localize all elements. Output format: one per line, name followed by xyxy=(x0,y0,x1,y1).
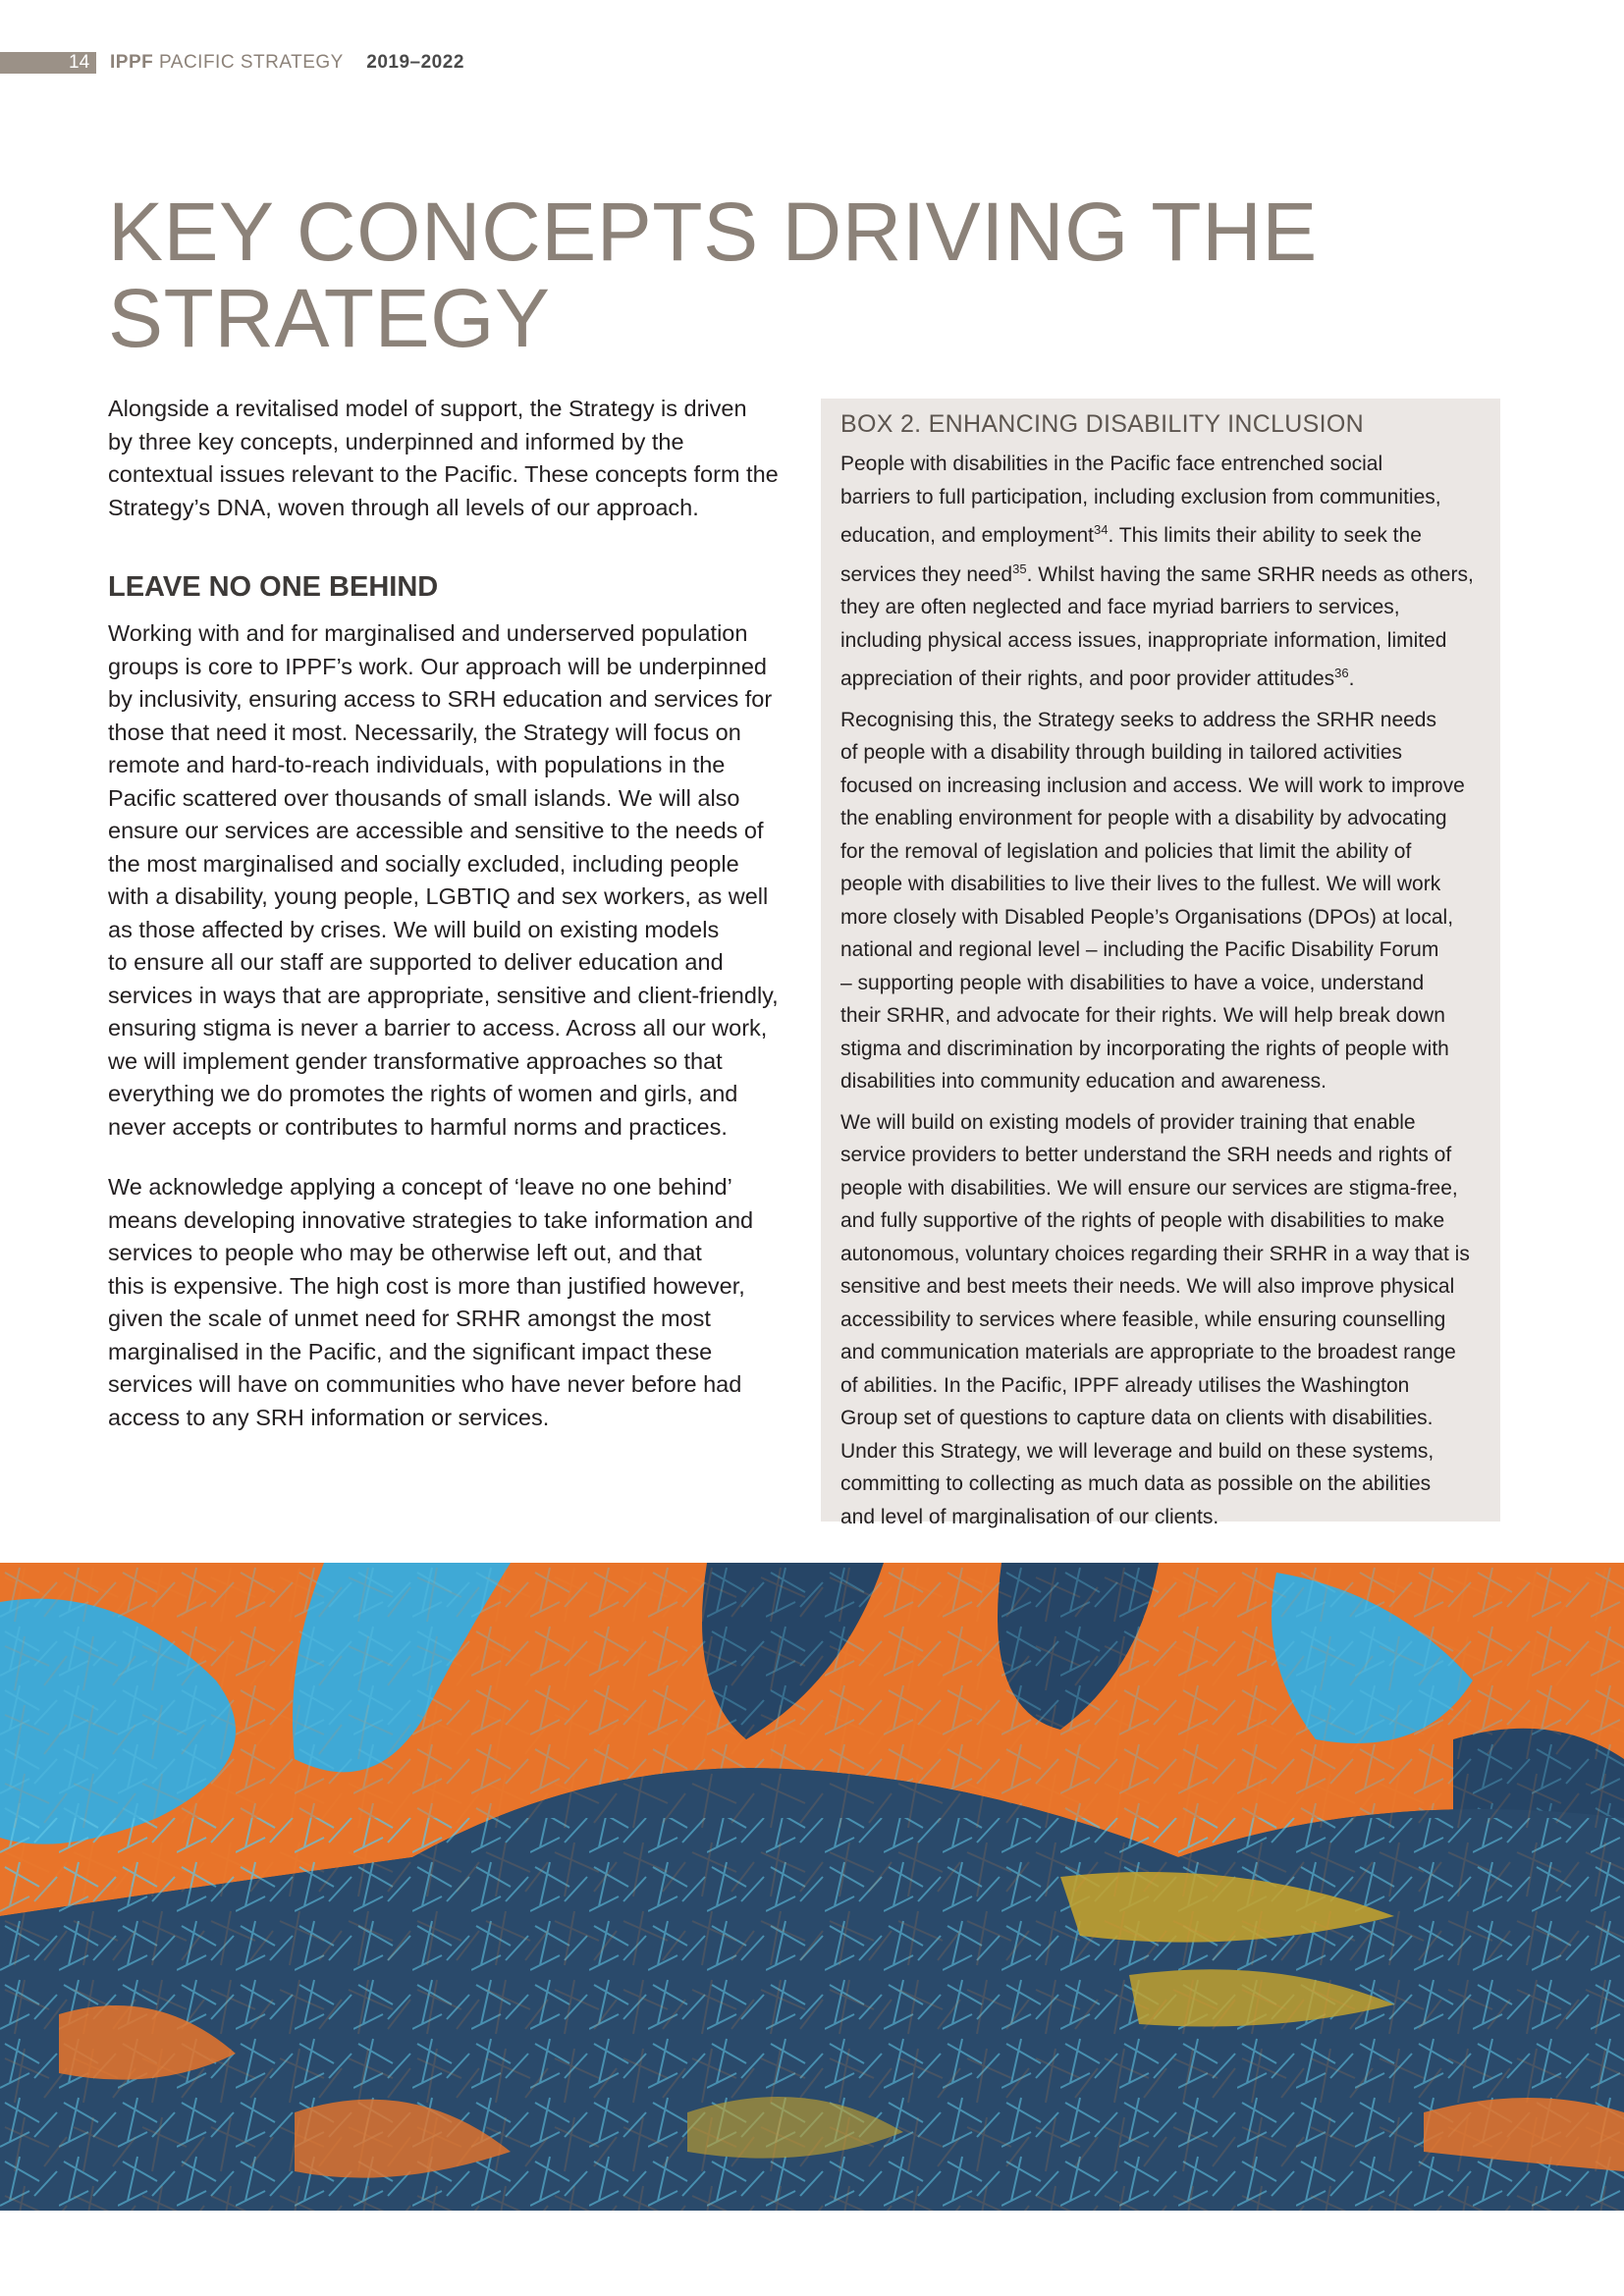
text-line: for the removal of legislation and policies that limit the ability of xyxy=(840,839,1412,863)
text-line: Group set of questions to capture data on clients with disabilities. xyxy=(840,1407,1434,1429)
text-line: people with disabilities to live their lives to the fullest. We will work xyxy=(840,873,1441,895)
footnote-ref: 35 xyxy=(1012,561,1027,576)
header-brand: IPPF xyxy=(110,52,154,73)
fabric-photo xyxy=(0,1563,1624,2211)
disability-inclusion-box xyxy=(821,399,1500,1528)
text-line: national and regional level – including the Pacific Disability Forum xyxy=(840,938,1439,961)
text-line: sensitive and best meets their needs. We will also improve physical xyxy=(840,1275,1455,1298)
text-line: stigma and discrimination by incorporating the rights of people with xyxy=(840,1037,1449,1060)
text-line: disabilities into community education and awareness. xyxy=(840,1070,1326,1093)
text-line: Alongside a revitalised model of support, the Strategy is driven xyxy=(108,396,747,421)
text-line: remote and hard-to-reach individuals, with populations in the xyxy=(108,752,726,777)
text-line: they are often neglected and face myriad barriers to services, xyxy=(840,596,1400,618)
text-line: We acknowledge applying a concept of ‘leave no one behind’ xyxy=(108,1174,732,1200)
text-fragment: education, and employment xyxy=(840,524,1094,547)
text-line xyxy=(840,513,1489,553)
text-line: groups is core to IPPF’s work. Our approach will be underpinned xyxy=(108,653,767,679)
text-line: Strategy’s DNA, woven through all levels of our approach. xyxy=(108,494,699,520)
text-line: as those affected by crises. We will build on existing models xyxy=(108,916,720,942)
text-line: people with disabilities. We will ensure our services are stigma-free, xyxy=(840,1176,1458,1200)
text-line: barriers to full participation, including exclusion from communities, xyxy=(840,485,1441,508)
text-line: access to any SRH information or services. xyxy=(108,1404,550,1430)
text-line: to ensure all our staff are supported to deliver education and xyxy=(108,949,724,975)
text-line: marginalised in the Pacific, and the significant impact these xyxy=(108,1338,713,1364)
footnote-ref: 36 xyxy=(1334,666,1349,680)
text-fragment: . This limits their ability to seek the xyxy=(1108,524,1422,547)
text-line xyxy=(840,657,1489,696)
text-line: services will have on communities who have never before had xyxy=(108,1371,742,1397)
text-line: Recognising this, the Strategy seeks to address the SRHR needs xyxy=(840,708,1436,731)
section-heading: LEAVE NO ONE BEHIND xyxy=(108,571,439,603)
text-line: this is expensive. The high cost is more than justified however, xyxy=(108,1272,745,1299)
text-line: the enabling environment for people with a disability by advocating xyxy=(840,807,1447,829)
box-body xyxy=(840,448,1489,1533)
text-line: by inclusivity, ensuring access to SRH education and services for xyxy=(108,686,773,712)
text-line: those that need it most. Necessarily, the Strategy will focus on xyxy=(108,719,741,745)
text-line: focused on increasing inclusion and access. We will work to improve xyxy=(840,774,1465,797)
text-line: Working with and for marginalised and underserved population xyxy=(108,620,748,646)
text-fragment: . Whilst having the same SRHR needs as others, xyxy=(1026,562,1474,586)
text-line: and communication materials are appropriate to the broadest range xyxy=(840,1341,1456,1363)
text-line: of people with a disability through building in tailored activities xyxy=(840,741,1403,764)
box-title: BOX 2. ENHANCING DISABILITY INCLUSION xyxy=(840,410,1364,438)
header-years: 2019–2022 xyxy=(366,52,464,73)
box-paragraph-1 xyxy=(840,448,1489,696)
text-line: People with disabilities in the Pacific face entrenched social xyxy=(840,453,1383,475)
text-line: – supporting people with disabilities to have a voice, understand xyxy=(840,971,1425,994)
box-paragraph-2 xyxy=(840,704,1489,1098)
body-paragraph-2 xyxy=(108,1171,795,1434)
fabric-pattern-graphic xyxy=(0,1563,1624,2211)
text-line: Pacific scattered over thousands of small islands. We will also xyxy=(108,784,740,811)
intro-paragraph xyxy=(108,393,795,524)
text-line: services in ways that are appropriate, sensitive and client-friendly, xyxy=(108,982,779,1008)
text-line: services to people who may be otherwise left out, and that xyxy=(108,1240,702,1265)
text-line: We will build on existing models of provider training that enable xyxy=(840,1110,1416,1134)
text-line: ensure our services are accessible and sensitive to the needs of xyxy=(108,818,764,843)
page-title xyxy=(108,186,1318,364)
running-header xyxy=(110,52,464,74)
text-fragment: services they need xyxy=(840,562,1013,586)
text-line: autonomous, voluntary choices regarding their SRHR in a way that is xyxy=(840,1242,1470,1265)
text-line: Under this Strategy, we will leverage and build on these systems, xyxy=(840,1439,1435,1463)
text-line: service providers to better understand the SRH needs and rights of xyxy=(840,1144,1452,1166)
text-line: with a disability, young people, LGBTIQ and sex workers, as well xyxy=(108,883,769,909)
text-line: more closely with Disabled People’s Organisations (DPOs) at local, xyxy=(840,905,1454,929)
left-column xyxy=(108,393,795,1434)
text-fragment: appreciation of their rights, and poor provider attitudes xyxy=(840,667,1335,690)
text-line: and fully supportive of the rights of people with disabilities to make xyxy=(840,1209,1445,1232)
body-paragraph-1 xyxy=(108,617,795,1144)
text-line: we will implement gender transformative approaches so that xyxy=(108,1047,723,1074)
footnote-ref: 34 xyxy=(1094,522,1109,537)
box-paragraph-3 xyxy=(840,1106,1489,1534)
header-title: PACIFIC STRATEGY xyxy=(159,52,344,73)
text-line: including physical access issues, inappropriate information, limited xyxy=(840,628,1447,652)
text-line xyxy=(840,553,1489,592)
text-line: means developing innovative strategies to take information and xyxy=(108,1206,754,1233)
text-line: contextual issues relevant to the Pacific. These concepts form the xyxy=(108,461,779,487)
text-line: committing to collecting as much data as possible on the abilities xyxy=(840,1472,1432,1495)
text-line: accessibility to services where feasible, while ensuring counselling xyxy=(840,1308,1446,1331)
text-line: never accepts or contributes to harmful norms and practices. xyxy=(108,1113,728,1140)
text-fragment: . xyxy=(1348,667,1355,690)
text-line: everything we do promotes the rights of women and girls, and xyxy=(108,1081,738,1106)
page-number: 14 xyxy=(69,52,90,73)
text-line: ensuring stigma is never a barrier to access. Across all our work, xyxy=(108,1015,768,1041)
page-title-line-1: KEY CONCEPTS DRIVING THE xyxy=(108,186,1318,278)
page-title-line-2: STRATEGY xyxy=(108,272,551,364)
text-line: given the scale of unmet need for SRHR amongst the most xyxy=(108,1306,711,1331)
text-line: the most marginalised and socially excluded, including people xyxy=(108,850,739,877)
text-line: by three key concepts, underpinned and informed by the xyxy=(108,428,684,454)
text-line: and level of marginalisation of our clients. xyxy=(840,1505,1219,1528)
text-line: their SRHR, and advocate for their rights. We will help break down xyxy=(840,1004,1445,1027)
text-line: of abilities. In the Pacific, IPPF already utilises the Washington xyxy=(840,1373,1410,1397)
